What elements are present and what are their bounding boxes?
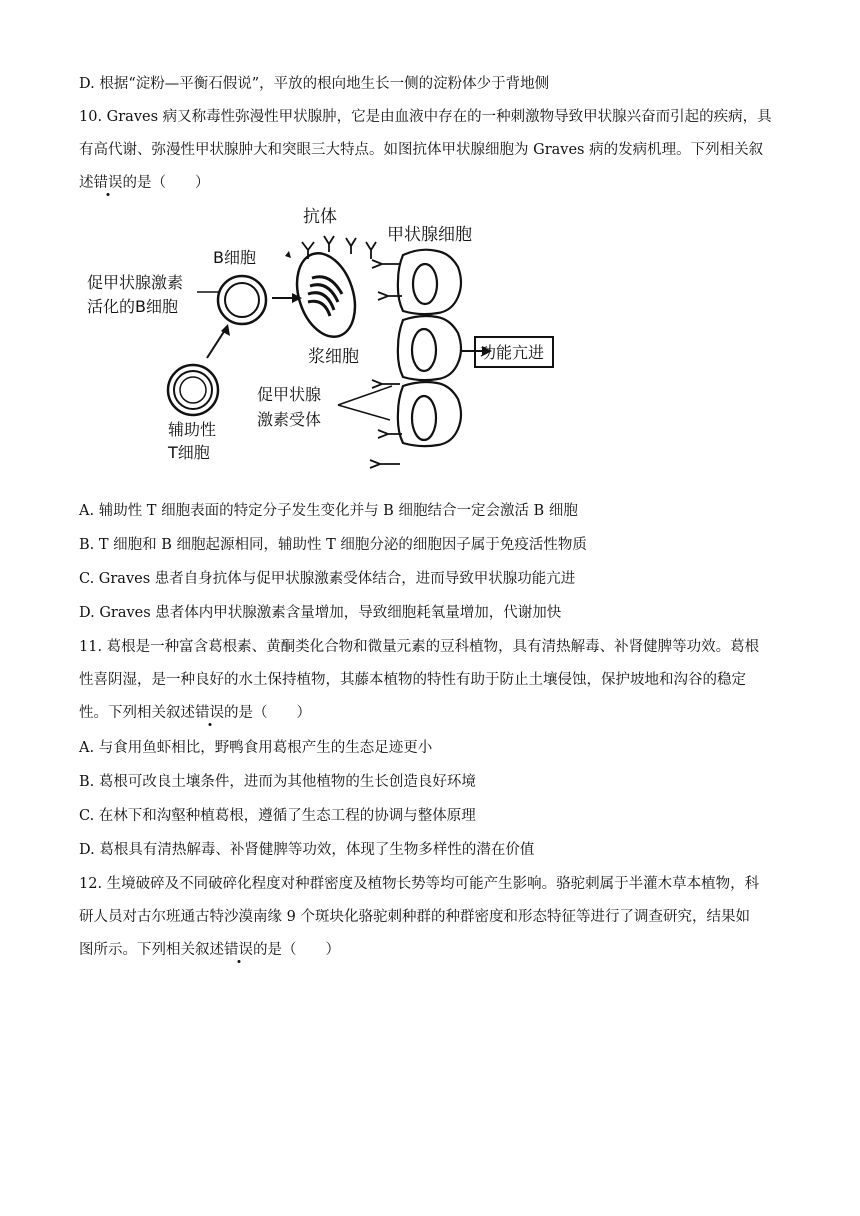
- plasma-cell-icon: [287, 246, 365, 344]
- q11-option-a: A. 与食用鱼虾相比，野鸭食用葛根产生的生态足迹更小: [79, 740, 433, 756]
- label-helper-t-1: 辅助性: [168, 420, 217, 439]
- q12-stem-line-1: 12. 生境破碎及不同破碎化程度对种群密度及植物长势等均可能产生影响。骆驼刺属于半灌木草本植物，科: [79, 876, 760, 892]
- label-helper-t-2: T细胞: [168, 443, 210, 462]
- thyroid-cells-icon: [398, 250, 461, 446]
- q10-stem-prefix: 述: [79, 175, 94, 191]
- arrow-t-to-b: [207, 330, 225, 358]
- free-antibodies-icon: [285, 236, 376, 259]
- q11-stem-line-3: [79, 703, 311, 723]
- q10-stem-line-2: 有高代谢、弥漫性甲状腺肿大和突眼三大特点。如图抗体甲状腺细胞为 Graves 病的发病机理。下列相关叙: [79, 142, 764, 158]
- label-receptor-1: 促甲状腺: [257, 385, 322, 404]
- q11-option-d: D. 葛根具有清热解毒、补肾健脾等功效，体现了生物多样性的潜在价值: [79, 842, 535, 858]
- q11-option-b: B. 葛根可改良土壤条件，进而为其他植物的生长创造良好环境: [79, 774, 476, 790]
- helper-t-cell-icon: [168, 365, 218, 415]
- q12-stem-suffix: 的是（ ）: [253, 942, 340, 958]
- pointer-receptor-2: [338, 386, 392, 405]
- label-plasma-cell: 浆细胞: [308, 347, 359, 367]
- q10-emphasis-wrong: 错误: [93, 175, 123, 191]
- q12-stem-line-2: 研人员对古尔班通古特沙漠南缘 9 个斑块化骆驼刺种群的种群密度和形态特征等进行了调查研究，结果如: [79, 909, 750, 925]
- q10-stem-line-1: 10. Graves 病又称毒性弥漫性甲状腺肿，它是由血液中存在的一种刺激物导致甲状腺兴奋而引起的疾病，具: [79, 109, 772, 125]
- q11-stem-line-1: 11. 葛根是一种富含葛根素、黄酮类化合物和微量元素的豆科植物，具有清热解毒、补肾健脾等功效。葛根: [79, 639, 760, 655]
- q11-stem-prefix: 性。下列相关叙述: [79, 705, 195, 721]
- q10-stem-line-3: [79, 173, 210, 193]
- q11-emphasis-wrong: 错误: [195, 705, 224, 721]
- q10-option-c: C. Graves 患者自身抗体与促甲状腺激素受体结合，进而导致甲状腺功能亢进: [79, 571, 576, 587]
- label-tsh-activated-2: 活化的B细胞: [87, 297, 178, 316]
- q9-option-d: D. 根据“淀粉—平衡石假说”，平放的根向地生长一侧的淀粉体少于背地侧: [79, 76, 550, 92]
- q12-emphasis-wrong: 错误: [224, 942, 253, 958]
- q10-option-b: B. T 细胞和 B 细胞起源相同，辅助性 T 细胞分泌的细胞因子属于免疫活性物质: [79, 537, 587, 553]
- q10-stem-suffix: 的是（ ）: [122, 175, 210, 191]
- label-b-cell: B细胞: [213, 248, 256, 267]
- b-cell-icon: [218, 276, 266, 324]
- q11-stem-suffix: 的是（ ）: [224, 705, 311, 721]
- label-thyroid-cell: 甲状腺细胞: [387, 225, 472, 245]
- label-receptor-2: 激素受体: [257, 410, 322, 429]
- q12-stem-line-3: [79, 940, 340, 960]
- q12-stem-prefix: 图所示。下列相关叙述: [79, 942, 224, 958]
- q10-option-d: D. Graves 患者体内甲状腺激素含量增加，导致细胞耗氧量增加，代谢加快: [79, 605, 562, 621]
- label-hyperfunction: 功能亢进: [480, 343, 545, 362]
- q10-option-a: A. 辅助性 T 细胞表面的特定分子发生变化并与 B 细胞结合一定会激活 B 细胞: [79, 503, 578, 519]
- label-antibody: 抗体: [303, 207, 337, 227]
- label-tsh-activated-1: 促甲状腺激素: [87, 273, 184, 292]
- q11-stem-line-2: 性喜阴湿，是一种良好的水土保持植物，其藤本植物的特性有助于防止土壤侵蚀，保护坡地和沟谷的稳定: [79, 672, 746, 688]
- q11-option-c: C. 在林下和沟壑种植葛根，遵循了生态工程的协调与整体原理: [79, 808, 476, 824]
- pointer-receptor-1: [338, 405, 390, 420]
- graves-mechanism-diagram: [80, 200, 560, 490]
